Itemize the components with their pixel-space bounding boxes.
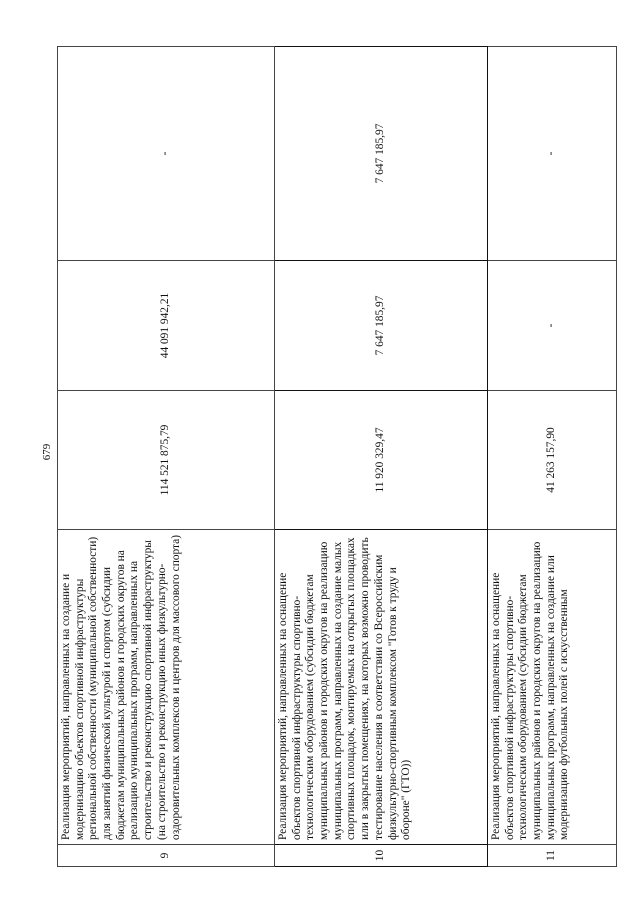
table-row [58, 47, 275, 867]
row-index: 10 [275, 845, 488, 867]
row-index: 11 [488, 845, 617, 867]
row-value-3: - [488, 47, 617, 261]
row-value-2: - [488, 261, 617, 391]
budget-table-rotated [57, 47, 617, 867]
page-number: 679 [41, 443, 53, 461]
table-row [275, 47, 488, 867]
row-description: Реализация мероприятий, направленных на создание и модернизацию объектов спортивной инфраструктуры региональной собственности (муниципальной собственности) для занятий физической культурой и спортом (субсидии бюджетам муниципальных районов и городских округов на реализацию муниципальных программ, направленных на строительство и реконструкцию спортивной инфраструктуры (на строительство и реконструкцию иных физкультурно-оздоровительных комплексов и центров для массового спорта) [58, 530, 275, 845]
row-index: 9 [58, 845, 275, 867]
row-value-1: 41 263 157,90 [488, 391, 617, 530]
row-value-1: 114 521 875,79 [58, 391, 275, 530]
row-value-3: 7 647 185,97 [275, 47, 488, 261]
row-value-2: 44 091 942,21 [58, 261, 275, 391]
row-value-1: 11 920 329,47 [275, 391, 488, 530]
row-description: Реализация мероприятий, направленных на оснащение объектов спортивной инфраструктуры спортивно-технологическим оборудованием (субсидии бюджетам муниципальных районов и городских округов на реализацию муниципальных программ, направленных на создание или модернизацию футбольных полей с искусственным [488, 530, 617, 845]
row-value-2: 7 647 185,97 [275, 261, 488, 391]
table-row [488, 47, 617, 867]
row-description: Реализация мероприятий, направленных на оснащение объектов спортивной инфраструктуры спортивно-технологическим оборудованием (субсидии бюджетам муниципальных районов и городских округов на реализацию муниципальных программ, направленных на создание малых спортивных площадок, монтируемых на открытых площадках или в закрытых помещениях, на которых возможно проводить тестирование населения в соответствии со Всероссийским физкультурно-спортивным комплексом "Готов к труду и обороне" (ГТО)) [275, 530, 488, 845]
budget-table [57, 46, 617, 867]
row-value-3: - [58, 47, 275, 261]
